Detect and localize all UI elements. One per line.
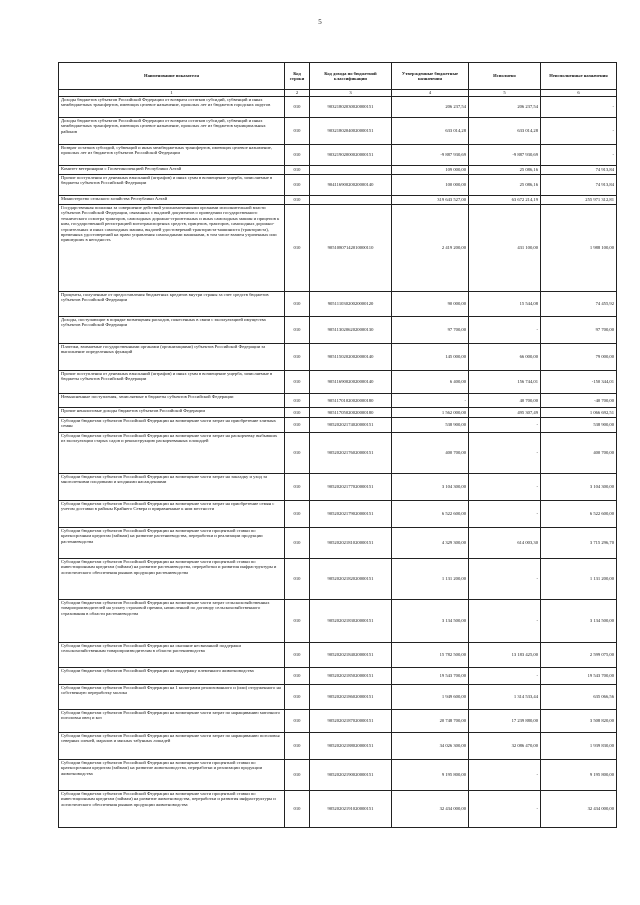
table-row [59,559,617,600]
row-approved-cell: 6 400,00 [392,371,469,394]
row-approved-cell: 19 543 700,00 [392,668,469,685]
row-line-code-cell: 010 [285,600,310,643]
row-approved-cell: 9 195 800,00 [392,760,469,791]
row-approved-cell: 206 237,54 [392,97,469,118]
row-income-code-cell: 90520202174020000151 [310,418,392,433]
row-executed-cell: - [469,600,541,643]
row-income-code-cell: 90520202187020000151 [310,710,392,733]
row-unexecuted-cell: 6 522 600,00 [541,501,617,528]
table-row [59,528,617,559]
header-income-code: Код дохода по бюджетной классификации [310,63,392,90]
row-approved-cell: 538 900,00 [392,418,469,433]
row-name-cell: Министерство сельского хозяйства Республики Алтай [59,196,285,205]
column-number: 4 [392,90,469,97]
row-income-code-cell: 90520202184020000151 [310,643,392,668]
table-row [59,733,617,760]
header-approved: Утвержденные бюджетные назначения [392,63,469,90]
column-number: 2 [285,90,310,97]
table-row [59,118,617,145]
row-name-cell: Доходы, поступающие в порядке возмещения расходов, понесенных в связи с эксплуатацией имущества субъектов Российской Федерации [59,317,285,344]
row-executed-cell: - [469,317,541,344]
table-row [59,317,617,344]
row-unexecuted-cell: 255 971 312,81 [541,196,617,205]
row-approved-cell: 20 748 700,00 [392,710,469,733]
row-executed-cell: 17 239 880,00 [469,710,541,733]
row-income-code-cell: 90520202191020000151 [310,791,392,828]
table-row [59,668,617,685]
row-approved-cell: 4 329 300,00 [392,528,469,559]
table-row [59,166,617,175]
row-executed-cell: 40 700,00 [469,394,541,408]
row-name-cell: Субсидии бюджетам субъектов Российской Федерации на возмещение части процентной ставки по инвестиционным кредитам (займам) на развитие животноводства, переработки и развития инфраструктуры и логистического обеспечения рынков продукции животноводства [59,791,285,828]
row-name-cell: Субсидии бюджетам субъектов Российской Федерации на 1 килограмм реализованного и (или) отгруженного на собственную переработку молока [59,685,285,710]
row-name-cell: Прочие поступления от денежных взысканий (штрафов) и иных сумм в возмещение ущерба, зачисляемые в бюджеты субъектов Российской Федерации [59,175,285,196]
row-approved-cell: 2 419 200,00 [392,205,469,292]
table-row [59,196,617,205]
row-executed-cell: 13 183 425,00 [469,643,541,668]
row-name-cell: Субсидии бюджетам субъектов Российской Федерации на возмещение части затрат сельскохозяйственных товаропроизводителей на уплату страховой премии, начисленной по договору сельскохозяйственного страхования в области растениеводства [59,600,285,643]
row-approved-cell: 633 014,28 [392,118,469,145]
row-approved-cell: 1 562 000,00 [392,408,469,418]
table-row [59,344,617,371]
row-unexecuted-cell: 32 434 000,00 [541,791,617,828]
row-unexecuted-cell: 1 988 100,00 [541,205,617,292]
row-unexecuted-cell: 74 913,84 [541,175,617,196]
row-income-code-cell: 90520202186020000151 [310,685,392,710]
row-approved-cell: 6 522 600,00 [392,501,469,528]
row-approved-cell: 319 643 527,00 [392,196,469,205]
row-income-code-cell: 90511103020020000120 [310,292,392,317]
row-income-code-cell: 90411690020020000140 [310,175,392,196]
row-line-code-cell: 010 [285,559,310,600]
row-name-cell: Субсидии бюджетам субъектов Российской Федерации на оказание несвязанной поддержки сельскохозяйственным товаропроизводителям в области растениеводства [59,643,285,668]
row-unexecuted-cell: - [541,118,617,145]
row-unexecuted-cell: -40 700,00 [541,394,617,408]
row-line-code-cell: 010 [285,166,310,175]
row-income-code-cell: 90520202179020000151 [310,501,392,528]
row-executed-cell: 32 086 470,00 [469,733,541,760]
row-unexecuted-cell: 79 000,00 [541,344,617,371]
row-line-code-cell: 010 [285,344,310,371]
row-unexecuted-cell: 1 939 830,00 [541,733,617,760]
row-executed-cell: 1 314 533,44 [469,685,541,710]
row-income-code-cell: 90520202177020000151 [310,474,392,501]
row-approved-cell: 90 000,00 [392,292,469,317]
row-executed-cell: - [469,791,541,828]
row-approved-cell: - [392,394,469,408]
row-name-cell: Субсидии бюджетам субъектов Российской Федерации на возмещение части затрат на раскорчевку выбывших из эксплуатации старых садов и реконструкцию раскорчеванных площадей [59,433,285,474]
table-row [59,418,617,433]
row-approved-cell: 1 949 600,00 [392,685,469,710]
row-name-cell: Платежи, взимаемые государственными органами (организациями) субъектов Российской Федерации за выполнение определенных функций [59,344,285,371]
row-line-code-cell: 010 [285,685,310,710]
row-executed-cell: 614 003,30 [469,528,541,559]
table-header-row [59,63,617,90]
row-executed-cell: 63 672 214,19 [469,196,541,205]
row-name-cell: Субсидии бюджетам субъектов Российской Федерации на поддержку племенного животноводства [59,668,285,685]
row-unexecuted-cell: 74 455,92 [541,292,617,317]
row-line-code-cell: 010 [285,528,310,559]
row-income-code-cell: 90520202190020000151 [310,760,392,791]
row-executed-cell: -9 887 930,69 [469,145,541,166]
row-approved-cell: 97 700,00 [392,317,469,344]
row-approved-cell: 32 434 000,00 [392,791,469,828]
row-unexecuted-cell: 3 104 300,00 [541,474,617,501]
row-unexecuted-cell: 1 066 692,51 [541,408,617,418]
table-row [59,205,617,292]
table-row [59,685,617,710]
row-line-code-cell: 010 [285,97,310,118]
row-line-code-cell: 010 [285,196,310,205]
row-executed-cell: - [469,418,541,433]
row-executed-cell: - [469,474,541,501]
row-unexecuted-cell: 538 900,00 [541,418,617,433]
table-row [59,408,617,418]
row-approved-cell: 3 134 500,00 [392,600,469,643]
row-line-code-cell: 010 [285,501,310,528]
table-row [59,97,617,118]
row-unexecuted-cell: - [541,97,617,118]
row-name-cell: Проценты, полученные от предоставления бюджетных кредитов внутри страны за счет средств бюджетов субъектов Российской Федерации [59,292,285,317]
row-unexecuted-cell: 3 715 296,70 [541,528,617,559]
row-approved-cell: 1 131 200,00 [392,559,469,600]
row-line-code-cell: 010 [285,118,310,145]
column-number: 3 [310,90,392,97]
table-row [59,433,617,474]
table-row [59,175,617,196]
row-income-code-cell: 90321802030020000151 [310,97,392,118]
row-executed-cell: - [469,501,541,528]
row-unexecuted-cell: 97 700,00 [541,317,617,344]
row-approved-cell: -9 887 930,69 [392,145,469,166]
row-line-code-cell: 010 [285,791,310,828]
row-executed-cell: 431 100,00 [469,205,541,292]
row-income-code-cell: 90511302062020000130 [310,317,392,344]
row-name-cell: Субсидии бюджетам субъектов Российской Федерации на возмещение части процентной ставки по инвестиционным кредитам (займам) на развитие растениеводства, переработки и развития инфраструктуры и логистического обеспечения рынков продукции растениеводства [59,559,285,600]
column-number: 6 [541,90,617,97]
table-row [59,501,617,528]
row-line-code-cell: 010 [285,710,310,733]
row-unexecuted-cell: 400 700,00 [541,433,617,474]
row-income-code-cell: 90520202183020000151 [310,600,392,643]
table-row [59,791,617,828]
page-number: 5 [318,18,322,26]
row-income-code-cell: 90520202185020000151 [310,668,392,685]
table-row [59,710,617,733]
row-name-cell: Прочие неналоговые доходы бюджетов субъектов Российской Федерации [59,408,285,418]
row-executed-cell: 15 544,08 [469,292,541,317]
table-row [59,600,617,643]
header-executed: Исполнено [469,63,541,90]
row-line-code-cell: 010 [285,371,310,394]
row-line-code-cell: 010 [285,733,310,760]
row-approved-cell: 145 000,00 [392,344,469,371]
row-name-cell: Субсидии бюджетам субъектов Российской Федерации на возмещение части затрат по наращиванию поголовья северных оленей, маралов и мясных табунных лошадей [59,733,285,760]
row-name-cell: Субсидии бюджетам субъектов Российской Федерации на возмещение части затрат на закладку и уход за многолетними плодовыми и ягодными насаждениями [59,474,285,501]
row-line-code-cell: 010 [285,668,310,685]
row-line-code-cell: 010 [285,418,310,433]
row-name-cell: Комитет ветеринарии с Госветинспекцией Республики Алтай [59,166,285,175]
row-executed-cell: 25 086,16 [469,166,541,175]
row-name-cell: Субсидии бюджетам субъектов Российской Федерации на возмещение части процентной ставки по краткосрочным кредитам (займам) на развитие животноводства, переработки и реализации продукции животноводства [59,760,285,791]
row-name-cell: Возврат остатков субсидий, субвенций и иных межбюджетных трансфертов, имеющих целевое назначение, прошлых лет из бюджетов субъектов Российской Федерации [59,145,285,166]
row-approved-cell: 400 700,00 [392,433,469,474]
row-line-code-cell: 010 [285,317,310,344]
row-income-code-cell: 90520202181020000151 [310,528,392,559]
row-income-code-cell: 90520202188020000151 [310,733,392,760]
row-unexecuted-cell: 2 599 075,00 [541,643,617,668]
row-unexecuted-cell: 1 131 200,00 [541,559,617,600]
row-name-cell: Невыясненные поступления, зачисляемые в бюджеты субъектов Российской Федерации [59,394,285,408]
row-income-code-cell: 90511701020020000180 [310,394,392,408]
table-row [59,394,617,408]
column-number: 1 [59,90,285,97]
row-name-cell: Субсидии бюджетам субъектов Российской Федерации на возмещение части затрат на приобретение семян с учетом доставки в районы Крайнего Севера и приравненные к ним местности [59,501,285,528]
table-row [59,371,617,394]
table-row [59,474,617,501]
header-unexecuted: Неисполненные назначения [541,63,617,90]
row-approved-cell: 3 104 300,00 [392,474,469,501]
row-name-cell: Субсидии бюджетам субъектов Российской Федерации на возмещение части затрат на приобретение элитных семян [59,418,285,433]
row-unexecuted-cell: -150 344,01 [541,371,617,394]
row-executed-cell: - [469,559,541,600]
row-approved-cell: 15 782 500,00 [392,643,469,668]
income-report-table [58,62,617,828]
row-line-code-cell: 010 [285,408,310,418]
row-line-code-cell: 010 [285,292,310,317]
row-unexecuted-cell: - [541,145,617,166]
row-approved-cell: 109 000,00 [392,166,469,175]
row-name-cell: Доходы бюджетов субъектов Российской Федерации от возврата остатков субсидий, субвенций и иных межбюджетных трансфертов, имеющих целевое назначение, прошлых лет из бюджетов муниципальных районов [59,118,285,145]
row-approved-cell: 34 026 300,00 [392,733,469,760]
column-number: 5 [469,90,541,97]
row-executed-cell: - [469,433,541,474]
row-income-code-cell: 90321802040020000151 [310,118,392,145]
row-name-cell: Субсидии бюджетам субъектов Российской Федерации на возмещение части затрат по наращиванию маточного поголовья овец и коз [59,710,285,733]
row-name-cell: Доходы бюджетов субъектов Российской Федерации от возврата остатков субсидий, субвенций и иных межбюджетных трансфертов, имеющих целевое назначение, прошлых лет из бюджетов городских округов [59,97,285,118]
row-line-code-cell: 010 [285,394,310,408]
table-row [59,643,617,668]
table-row [59,145,617,166]
row-line-code-cell: 010 [285,205,310,292]
header-line-code: Код строки [285,63,310,90]
row-income-code-cell: 90520202182020000151 [310,559,392,600]
column-number-row [59,90,617,97]
row-executed-cell: 633 014,28 [469,118,541,145]
table-row [59,760,617,791]
row-unexecuted-cell: 19 543 700,00 [541,668,617,685]
row-line-code-cell: 010 [285,145,310,166]
row-line-code-cell: 010 [285,643,310,668]
row-income-code-cell: 90510807142010000110 [310,205,392,292]
row-income-code-cell: 90321902000020000151 [310,145,392,166]
row-executed-cell: 495 307,49 [469,408,541,418]
row-approved-cell: 100 000,00 [392,175,469,196]
row-line-code-cell: 010 [285,760,310,791]
row-executed-cell: 156 744,01 [469,371,541,394]
row-unexecuted-cell: 635 066,56 [541,685,617,710]
row-income-code-cell: 90520202176020000151 [310,433,392,474]
row-unexecuted-cell: 3 508 820,00 [541,710,617,733]
row-income-code-cell: 90511705020020000180 [310,408,392,418]
row-line-code-cell: 010 [285,433,310,474]
row-unexecuted-cell: 3 134 500,00 [541,600,617,643]
row-executed-cell: - [469,668,541,685]
row-income-code-cell [310,196,392,205]
row-income-code-cell: 90511690020020000140 [310,371,392,394]
row-executed-cell: - [469,760,541,791]
row-name-cell: Государственная пошлина за совершение действий уполномоченными органами исполнительной власти субъектов Российской Федерации, связанных с выдачей документов о проведении государственного технического осмотра тракторов, самоходных дорожно-строительных и иных самоходных машин и прицепов к ним, государственной регистрацией мототранспортных средств, прицепов, тракторов, самоходных дорожно-строительных и иных самоходных машин, выдачей удостоверений тракториста-машиниста (тракториста), временных удостоверений на право управления самоходными машинами, в том числе взамен утраченных или пришедших в негодность [59,205,285,292]
row-name-cell: Прочие поступления от денежных взысканий (штрафов) и иных сумм в возмещение ущерба, зачисляемые в бюджеты субъектов Российской Федерации [59,371,285,394]
row-executed-cell: 66 000,00 [469,344,541,371]
row-executed-cell: 25 086,16 [469,175,541,196]
row-unexecuted-cell: 74 913,84 [541,166,617,175]
row-line-code-cell: 010 [285,474,310,501]
header-name: Наименование показателя [59,63,285,90]
row-income-code-cell: 90511502020020000140 [310,344,392,371]
row-executed-cell: 206 237,54 [469,97,541,118]
row-unexecuted-cell: 9 195 800,00 [541,760,617,791]
table-row [59,292,617,317]
row-name-cell: Субсидии бюджетам субъектов Российской Федерации на возмещение части процентной ставки по краткосрочным кредитам (займам) на развитие растениеводства, переработки и реализации продукции растениеводства [59,528,285,559]
row-income-code-cell [310,166,392,175]
row-line-code-cell: 010 [285,175,310,196]
